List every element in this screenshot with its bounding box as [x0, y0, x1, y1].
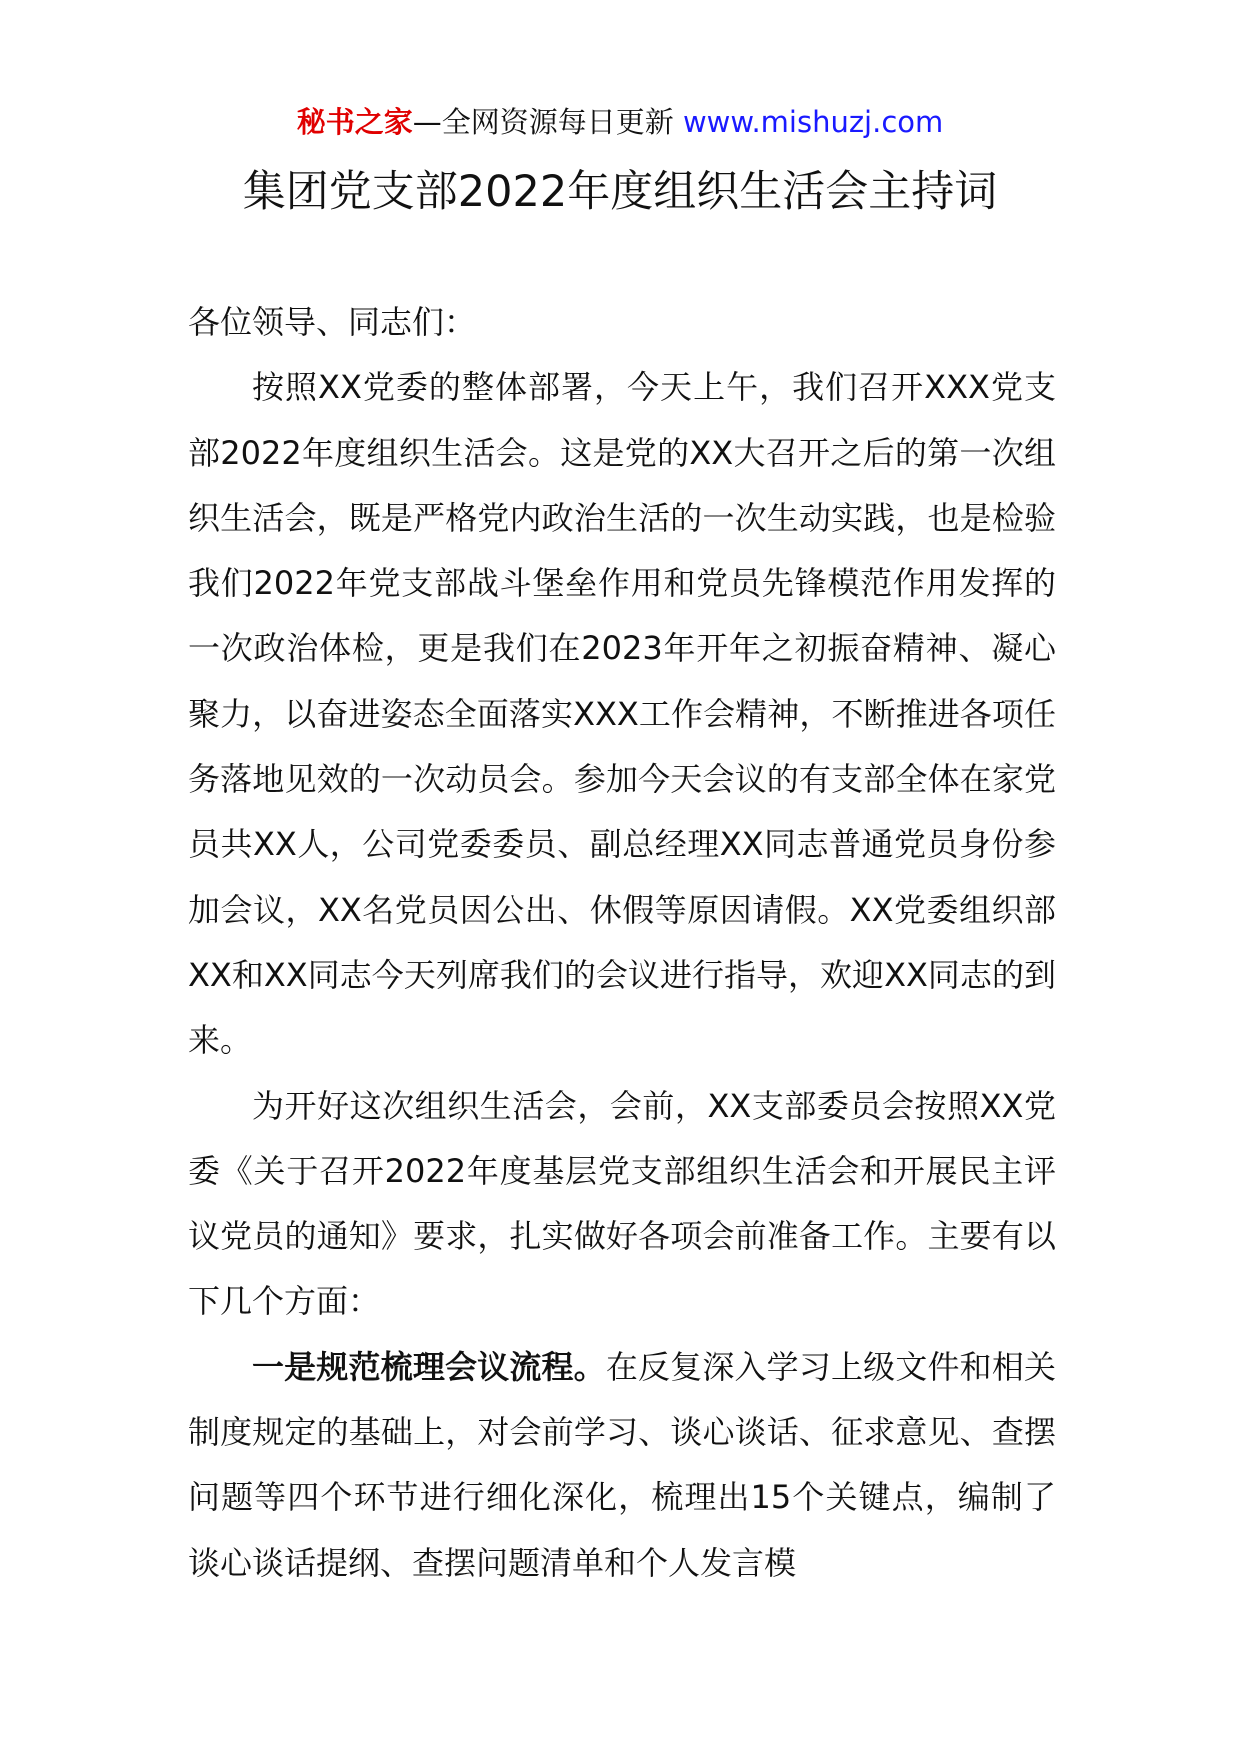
paragraph-3-lead: 一是规范梳理会议流程。: [252, 1347, 606, 1386]
site-tagline: —全网资源每日更新: [412, 105, 683, 139]
paragraph-3-text: 在反复深入学习上级文件和相关制度规定的基础上，对会前学习、谈心谈话、征求意见、查摆问题等四个环节进行细化深化，梳理出15个关键点，编制了谈心谈话提纲、查摆问题清单和个人发言模: [188, 1347, 1056, 1582]
salutation: 各位领导、同志们：: [188, 303, 477, 341]
site-url-link[interactable]: www.mishuzj.com: [682, 105, 944, 139]
paragraph-1: 按照XX党委的整体部署，今天上午，我们召开XXX党支部2022年度组织生活会。这是党的XX大召开之后的第一次组织生活会，既是严格党内政治生活的一次生动实践，也是检验我们2022年党支部战斗堡垒作用和党员先锋模范作用发挥的一次政治体检，更是我们在2023年开年之初振奋精神、凝心聚力，以奋进姿态全面落实XXX工作会精神，不断推进各项任务落地见效的一次动员会。参加今天会议的有支部全体在家党员共XX人，公司党委委员、副总经理XX同志普通党员身份参加会议，XX名党员因公出、休假等原因请假。XX党委组织部XX和XX同志今天列席我们的会议进行指导，欢迎XX同志的到来。: [188, 368, 1056, 1060]
paragraph-3: [188, 1335, 1056, 1596]
paragraph-2: 为开好这次组织生活会，会前，XX支部委员会按照XX党委《关于召开2022年度基层党支部组织生活会和开展民主评议党员的通知》要求，扎实做好各项会前准备工作。主要有以下几个方面：: [188, 1086, 1056, 1321]
document-body: [188, 290, 1056, 1596]
site-header: [0, 100, 1240, 144]
site-brand: 秘书之家: [296, 105, 413, 139]
document-title: 集团党支部2022年度组织生活会主持词: [242, 167, 998, 217]
